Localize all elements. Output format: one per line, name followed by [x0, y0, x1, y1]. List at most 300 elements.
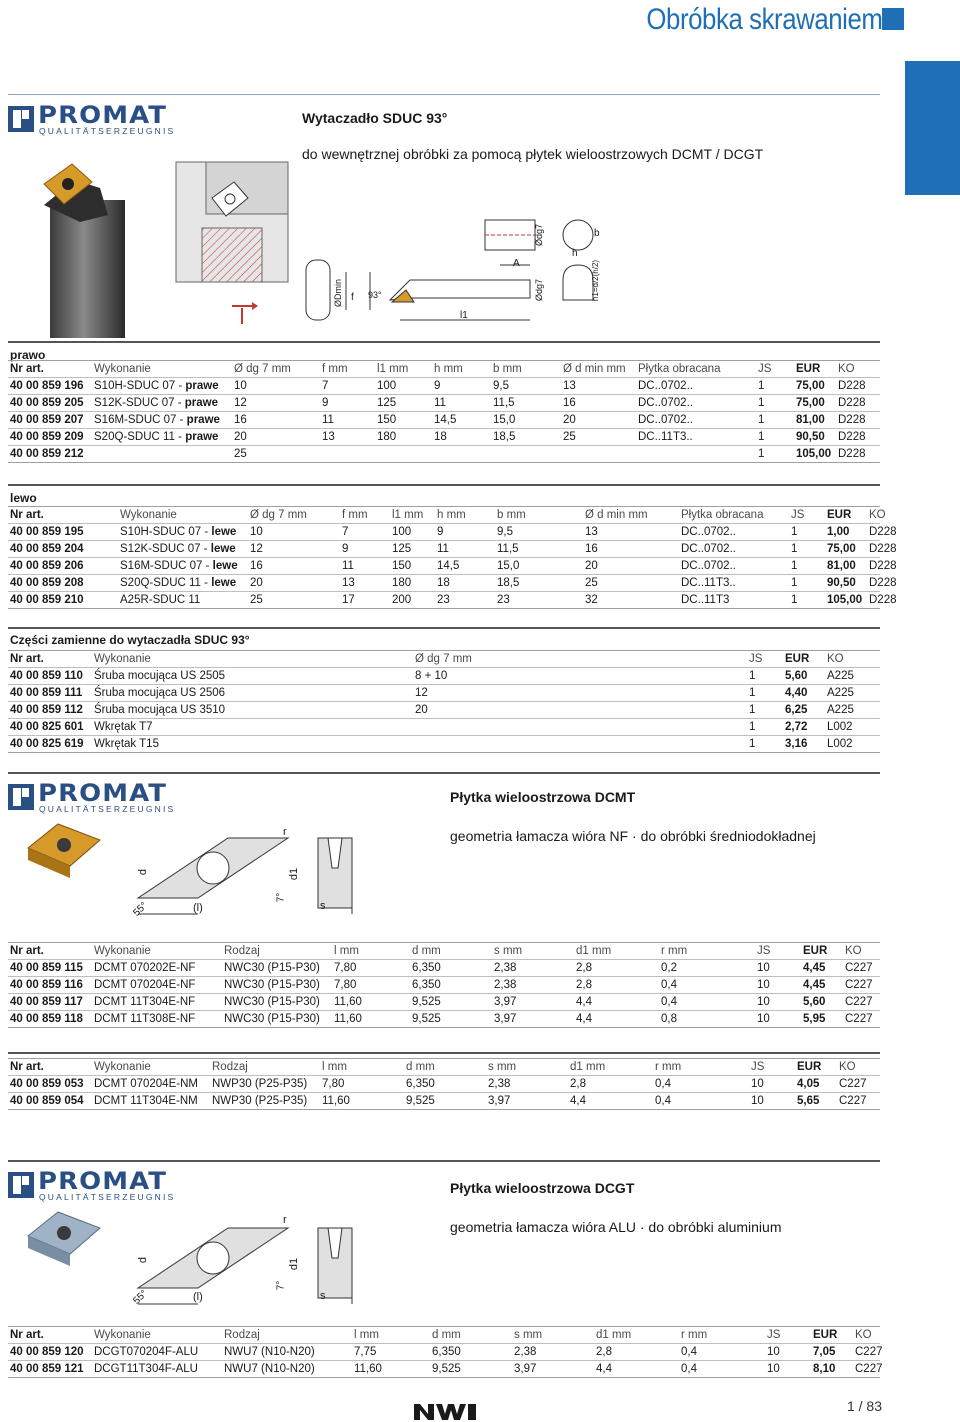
- column-header: Ø dg 7 mm: [248, 507, 340, 524]
- h-value: 14,5: [435, 558, 495, 575]
- l1-value: 125: [375, 395, 432, 412]
- s-value: 3,97: [486, 1093, 568, 1110]
- rodzaj-value: NWU7 (N10-N20): [222, 1344, 352, 1361]
- column-header: EUR: [795, 1059, 837, 1076]
- d-value: 9,525: [404, 1093, 486, 1110]
- column-header: l mm: [320, 1059, 404, 1076]
- article-number: 40 00 859 121: [8, 1361, 92, 1378]
- label-dg7-a: Ødg7: [534, 223, 545, 247]
- eur-price: 90,50: [825, 575, 867, 592]
- eur-price: 6,25: [783, 702, 825, 719]
- prawo-table: [8, 360, 880, 463]
- article-number: 40 00 859 207: [8, 412, 92, 429]
- b-value: [491, 446, 561, 463]
- wykonanie-cell: DCGT11T304F-ALU: [92, 1361, 222, 1378]
- eur-price: 5,95: [801, 1011, 843, 1028]
- d-value: 6,350: [410, 960, 492, 977]
- ko-code: L002: [825, 736, 880, 753]
- d1-value: 2,8: [568, 1076, 653, 1093]
- column-header: EUR: [825, 507, 867, 524]
- rodzaj-value: NWC30 (P15-P30): [222, 994, 332, 1011]
- article-number: 40 00 859 053: [8, 1076, 92, 1093]
- eur-price: 5,65: [795, 1093, 837, 1110]
- column-header: l1 mm: [375, 361, 432, 378]
- dcmt-label-d: d: [137, 868, 150, 876]
- promat-logo-2: [8, 779, 176, 814]
- column-header: KO: [837, 1059, 880, 1076]
- rodzaj-value: NWP30 (P25-P35): [210, 1093, 320, 1110]
- dg7-value: 25: [248, 592, 340, 609]
- eur-price: 1,00: [825, 524, 867, 541]
- js-value: 1: [756, 429, 794, 446]
- page-number: 1 / 83: [846, 1398, 882, 1414]
- column-header: KO: [825, 651, 880, 668]
- l-value: 7,75: [352, 1344, 430, 1361]
- column-header: Wykonanie: [92, 943, 222, 960]
- h-value: 9: [435, 524, 495, 541]
- d1-value: 2,8: [574, 977, 659, 994]
- b-value: 9,5: [491, 378, 561, 395]
- s-value: 3,97: [492, 1011, 574, 1028]
- dg7-value: 12: [232, 395, 320, 412]
- promat-logo-sub: QUALITÄTSERZEUGNIS: [39, 126, 176, 136]
- column-header: r mm: [653, 1059, 749, 1076]
- d-value: 9,525: [430, 1361, 512, 1378]
- wykonanie-model: S10H-SDUC 07 -: [120, 526, 212, 538]
- l1-value: 150: [390, 558, 435, 575]
- dcmt-subtitle: geometria łamacza wióra NF · do obróbki średniodokładnej: [450, 828, 816, 844]
- column-header: s mm: [492, 943, 574, 960]
- wykonanie-model: S12K-SDUC 07 -: [120, 543, 211, 555]
- ko-code: D228: [836, 378, 880, 395]
- js-value: 10: [755, 1011, 801, 1028]
- wykonanie-side: lewe: [211, 577, 237, 589]
- article-number: 40 00 859 209: [8, 429, 92, 446]
- column-header: l mm: [332, 943, 410, 960]
- eur-price: 5,60: [783, 668, 825, 685]
- column-header: Nr art.: [8, 1327, 92, 1344]
- d1-value: 4,4: [594, 1361, 679, 1378]
- side-tab: [905, 61, 960, 195]
- table-header-row: [8, 1059, 880, 1076]
- f-value: 11: [320, 412, 375, 429]
- column-header: Płytka obracana: [636, 361, 756, 378]
- promat-logo-sub: QUALITÄTSERZEUGNIS: [39, 1192, 176, 1202]
- table-row: [8, 1361, 880, 1378]
- wykonanie-cell: Wkrętak T7: [92, 719, 413, 736]
- l1-value: 180: [390, 575, 435, 592]
- label-h: h: [572, 248, 578, 259]
- label-f: f: [351, 292, 354, 303]
- wykonanie-cell: [118, 575, 248, 592]
- ko-code: D228: [867, 541, 880, 558]
- column-header: Wykonanie: [92, 1327, 222, 1344]
- wykonanie-side: lewe: [212, 560, 238, 572]
- ko-code: D228: [867, 524, 880, 541]
- eur-price: 2,72: [783, 719, 825, 736]
- article-number: 40 00 859 117: [8, 994, 92, 1011]
- dg7-value: 10: [232, 378, 320, 395]
- table-row: [8, 1344, 880, 1361]
- label-b: b: [594, 228, 600, 239]
- prawo-label: prawo: [10, 348, 46, 362]
- dg7-value: 8 + 10: [413, 668, 747, 685]
- js-value: 1: [747, 668, 783, 685]
- dcmt2-rule: [8, 1052, 880, 1054]
- f-value: [320, 446, 375, 463]
- dcgt-label-s: s: [320, 1290, 326, 1302]
- column-header: h mm: [435, 507, 495, 524]
- table-row: [8, 524, 880, 541]
- js-value: 1: [789, 575, 825, 592]
- table-row: [8, 668, 880, 685]
- column-header: Płytka obracana: [679, 507, 789, 524]
- dcgt-label-d1: d1: [288, 1257, 301, 1271]
- column-header: Nr art.: [8, 943, 92, 960]
- dcgt-label-l: (l): [193, 1291, 203, 1303]
- column-header: s mm: [512, 1327, 594, 1344]
- table-row: [8, 960, 880, 977]
- insert-value: DC..11T3..: [679, 575, 789, 592]
- h-value: 18: [435, 575, 495, 592]
- wykonanie-side: prawe: [185, 380, 219, 392]
- wykonanie-cell: [92, 395, 232, 412]
- insert-value: DC..0702..: [679, 558, 789, 575]
- wykonanie-side: lewe: [210, 543, 236, 555]
- l1-value: 180: [375, 429, 432, 446]
- column-header: l1 mm: [390, 507, 435, 524]
- b-value: 18,5: [495, 575, 583, 592]
- promat-logo-name: PROMAT: [38, 1167, 167, 1195]
- title-square: [882, 8, 904, 30]
- b-value: 11,5: [491, 395, 561, 412]
- js-value: 1: [747, 702, 783, 719]
- table-row: [8, 378, 880, 395]
- dcmt-rule: [8, 772, 880, 774]
- l1-value: [375, 446, 432, 463]
- promat-logo-3: [8, 1167, 176, 1202]
- wykonanie-model: S20Q-SDUC 11 -: [120, 577, 212, 589]
- wykonanie-cell: DCMT 070204E-NM: [92, 1076, 210, 1093]
- table-header-row: [8, 943, 880, 960]
- column-header: b mm: [495, 507, 583, 524]
- table-row: [8, 592, 880, 609]
- label-l1: l1: [460, 310, 468, 321]
- f-value: 9: [340, 541, 390, 558]
- column-header: Ø dg 7 mm: [232, 361, 320, 378]
- column-header: r mm: [679, 1327, 765, 1344]
- insert-value: DC..0702..: [636, 395, 756, 412]
- h-value: 11: [435, 541, 495, 558]
- l-value: 7,80: [332, 977, 410, 994]
- wykonanie-cell: [92, 446, 232, 463]
- lewo-label: lewo: [10, 491, 37, 505]
- lewo-table: [8, 506, 897, 609]
- js-value: 1: [789, 558, 825, 575]
- insert-value: DC..11T3..: [636, 429, 756, 446]
- table-row: [8, 1076, 880, 1093]
- h-value: 18: [432, 429, 491, 446]
- eur-price: 90,50: [794, 429, 836, 446]
- table-row: [8, 1093, 880, 1110]
- wykonanie-cell: Wkrętak T15: [92, 736, 413, 753]
- js-value: 1: [747, 685, 783, 702]
- table-row: [8, 575, 880, 592]
- promat-logo-mark: [8, 106, 34, 132]
- dcmt-label-55: 55°: [131, 900, 150, 919]
- promat-logo-sub: QUALITÄTSERZEUGNIS: [39, 804, 176, 814]
- dg7-value: [413, 719, 747, 736]
- column-header: Ø d min mm: [561, 361, 636, 378]
- table-header-row: [8, 361, 880, 378]
- eur-price: 105,00: [794, 446, 836, 463]
- h-value: 23: [435, 592, 495, 609]
- article-number: 40 00 859 112: [8, 702, 92, 719]
- dmin-value: [561, 446, 636, 463]
- label-h1: h1=d/2(h/2): [591, 259, 601, 302]
- article-number: 40 00 859 210: [8, 592, 118, 609]
- wykonanie-cell: [118, 541, 248, 558]
- table-row: [8, 994, 880, 1011]
- b-value: 15,0: [495, 558, 583, 575]
- insert-value: DC..0702..: [679, 524, 789, 541]
- column-header: d mm: [410, 943, 492, 960]
- column-header: JS: [755, 943, 801, 960]
- insert-value: DC..11T3: [679, 592, 789, 609]
- dmin-value: 16: [583, 541, 679, 558]
- label-angle: 93°: [368, 290, 382, 300]
- ko-code: C227: [853, 1344, 880, 1361]
- dg7-value: 10: [248, 524, 340, 541]
- ko-code: A225: [825, 702, 880, 719]
- ko-code: D228: [867, 558, 880, 575]
- table-row: [8, 736, 880, 753]
- column-header: EUR: [794, 361, 836, 378]
- ko-code: C227: [853, 1361, 880, 1378]
- table-header-row: [8, 651, 880, 668]
- wykonanie-cell: [118, 524, 248, 541]
- r-value: 0,4: [679, 1344, 765, 1361]
- spare-label: Części zamienne do wytaczadła SDUC 93°: [10, 633, 250, 647]
- h-value: [432, 446, 491, 463]
- eur-price: 75,00: [825, 541, 867, 558]
- wykonanie-cell: Śruba mocująca US 2506: [92, 685, 413, 702]
- d-value: 9,525: [410, 1011, 492, 1028]
- column-header: d1 mm: [574, 943, 659, 960]
- f-value: 17: [340, 592, 390, 609]
- section1-title: Wytaczadło SDUC 93°: [302, 110, 448, 126]
- article-number: 40 00 859 206: [8, 558, 118, 575]
- top-rule: [8, 94, 880, 95]
- footer-logo: [412, 1400, 478, 1422]
- s-value: 2,38: [492, 977, 574, 994]
- l-value: 11,60: [332, 1011, 410, 1028]
- d1-value: 2,8: [594, 1344, 679, 1361]
- column-header: r mm: [659, 943, 755, 960]
- column-header: f mm: [320, 361, 375, 378]
- article-number: 40 00 859 205: [8, 395, 92, 412]
- column-header: EUR: [783, 651, 825, 668]
- s-value: 3,97: [492, 994, 574, 1011]
- js-value: 10: [749, 1093, 795, 1110]
- js-value: 1: [756, 446, 794, 463]
- d1-value: 4,4: [574, 994, 659, 1011]
- js-value: 1: [756, 395, 794, 412]
- js-value: 1: [747, 719, 783, 736]
- article-number: 40 00 859 111: [8, 685, 92, 702]
- dcmt-table: [8, 942, 880, 1028]
- column-header: JS: [756, 361, 794, 378]
- dmin-value: 25: [583, 575, 679, 592]
- f-value: 7: [340, 524, 390, 541]
- r-value: 0,2: [659, 960, 755, 977]
- js-value: 1: [789, 541, 825, 558]
- wykonanie-cell: [118, 558, 248, 575]
- ko-code: D228: [836, 446, 880, 463]
- dg7-value: 16: [248, 558, 340, 575]
- js-value: 10: [755, 994, 801, 1011]
- column-header: EUR: [801, 943, 843, 960]
- h-value: 11: [432, 395, 491, 412]
- b-value: 11,5: [495, 541, 583, 558]
- column-header: f mm: [340, 507, 390, 524]
- column-header: d1 mm: [594, 1327, 679, 1344]
- table-row: [8, 429, 880, 446]
- js-value: 1: [747, 736, 783, 753]
- insert-value: DC..0702..: [636, 378, 756, 395]
- dcmt-photo: [18, 818, 108, 888]
- dg7-value: 20: [413, 702, 747, 719]
- f-value: 11: [340, 558, 390, 575]
- column-header: KO: [836, 361, 880, 378]
- dmin-value: 13: [583, 524, 679, 541]
- eur-price: 3,16: [783, 736, 825, 753]
- dcmt-label-s: s: [320, 900, 326, 912]
- promat-logo-name: PROMAT: [38, 779, 167, 807]
- b-value: 15,0: [491, 412, 561, 429]
- column-header: h mm: [432, 361, 491, 378]
- article-number: 40 00 859 212: [8, 446, 92, 463]
- s-value: 3,97: [512, 1361, 594, 1378]
- l1-value: 125: [390, 541, 435, 558]
- article-number: 40 00 859 115: [8, 960, 92, 977]
- ko-code: C227: [837, 1076, 880, 1093]
- wykonanie-cell: DCMT 11T308E-NF: [92, 1011, 222, 1028]
- r-value: 0,4: [653, 1076, 749, 1093]
- table-header-row: [8, 507, 880, 524]
- wykonanie-model: A25R-SDUC 11: [120, 594, 201, 606]
- l-value: 11,60: [320, 1093, 404, 1110]
- wykonanie-model: S20Q-SDUC 11 -: [94, 431, 186, 443]
- f-value: 13: [340, 575, 390, 592]
- spare-table: [8, 650, 880, 753]
- table-row: [8, 977, 880, 994]
- f-value: 9: [320, 395, 375, 412]
- article-number: 40 00 859 204: [8, 541, 118, 558]
- column-header: b mm: [491, 361, 561, 378]
- insert-value: [636, 446, 756, 463]
- lewo-rule: [8, 484, 880, 486]
- column-header: JS: [765, 1327, 811, 1344]
- eur-price: 4,45: [801, 977, 843, 994]
- dg7-value: 20: [232, 429, 320, 446]
- wykonanie-cell: DCGT070204F-ALU: [92, 1344, 222, 1361]
- table-row: [8, 446, 880, 463]
- h-value: 14,5: [432, 412, 491, 429]
- article-number: 40 00 859 110: [8, 668, 92, 685]
- column-header: JS: [789, 507, 825, 524]
- dmin-value: 13: [561, 378, 636, 395]
- b-value: 9,5: [495, 524, 583, 541]
- b-value: 18,5: [491, 429, 561, 446]
- l-value: 7,80: [320, 1076, 404, 1093]
- l1-value: 100: [390, 524, 435, 541]
- dmin-value: 16: [561, 395, 636, 412]
- column-header: Rodzaj: [210, 1059, 320, 1076]
- dcgt-table: [8, 1326, 883, 1378]
- column-header: Wykonanie: [92, 1059, 210, 1076]
- dg7-value: 25: [232, 446, 320, 463]
- promat-logo: [8, 101, 176, 136]
- column-header: KO: [867, 507, 880, 524]
- d1-value: 2,8: [574, 960, 659, 977]
- article-number: 40 00 825 619: [8, 736, 92, 753]
- article-number: 40 00 859 196: [8, 378, 92, 395]
- d-value: 9,525: [410, 994, 492, 1011]
- ko-code: D228: [836, 429, 880, 446]
- js-value: 1: [756, 378, 794, 395]
- dcmt-title: Płytka wieloostrzowa DCMT: [450, 789, 636, 805]
- dcmt-label-7: 7°: [275, 892, 287, 903]
- dcmt-label-l: (l): [193, 902, 203, 914]
- rodzaj-value: NWU7 (N10-N20): [222, 1361, 352, 1378]
- article-number: 40 00 859 195: [8, 524, 118, 541]
- wykonanie-cell: Śruba mocująca US 3510: [92, 702, 413, 719]
- dmin-value: 20: [561, 412, 636, 429]
- table-row: [8, 558, 880, 575]
- column-header: Nr art.: [8, 507, 118, 524]
- d-value: 6,350: [430, 1344, 512, 1361]
- rodzaj-value: NWP30 (P25-P35): [210, 1076, 320, 1093]
- l-value: 7,80: [332, 960, 410, 977]
- eur-price: 5,60: [801, 994, 843, 1011]
- column-header: Nr art.: [8, 651, 92, 668]
- column-header: Rodzaj: [222, 943, 332, 960]
- promat-logo-mark: [8, 1172, 34, 1198]
- column-header: d mm: [430, 1327, 512, 1344]
- article-number: 40 00 859 208: [8, 575, 118, 592]
- column-header: JS: [749, 1059, 795, 1076]
- insert-value: DC..0702..: [636, 412, 756, 429]
- js-value: 10: [755, 977, 801, 994]
- dcmt2-table: [8, 1058, 880, 1110]
- l1-value: 150: [375, 412, 432, 429]
- column-header: Nr art.: [8, 1059, 92, 1076]
- wykonanie-cell: Śruba mocująca US 2505: [92, 668, 413, 685]
- table-row: [8, 412, 880, 429]
- eur-price: 81,00: [825, 558, 867, 575]
- eur-price: 4,40: [783, 685, 825, 702]
- spare-rule: [8, 627, 880, 629]
- dg7-value: 12: [413, 685, 747, 702]
- wykonanie-cell: [118, 592, 248, 609]
- wykonanie-model: S16M-SDUC 07 -: [94, 414, 187, 426]
- wykonanie-side: prawe: [185, 431, 219, 443]
- r-value: 0,4: [653, 1093, 749, 1110]
- d-value: 6,350: [404, 1076, 486, 1093]
- js-value: 10: [749, 1076, 795, 1093]
- section1-subtitle: do wewnętrznej obróbki za pomocą płytek wieloostrzowych DCMT / DCGT: [302, 146, 764, 162]
